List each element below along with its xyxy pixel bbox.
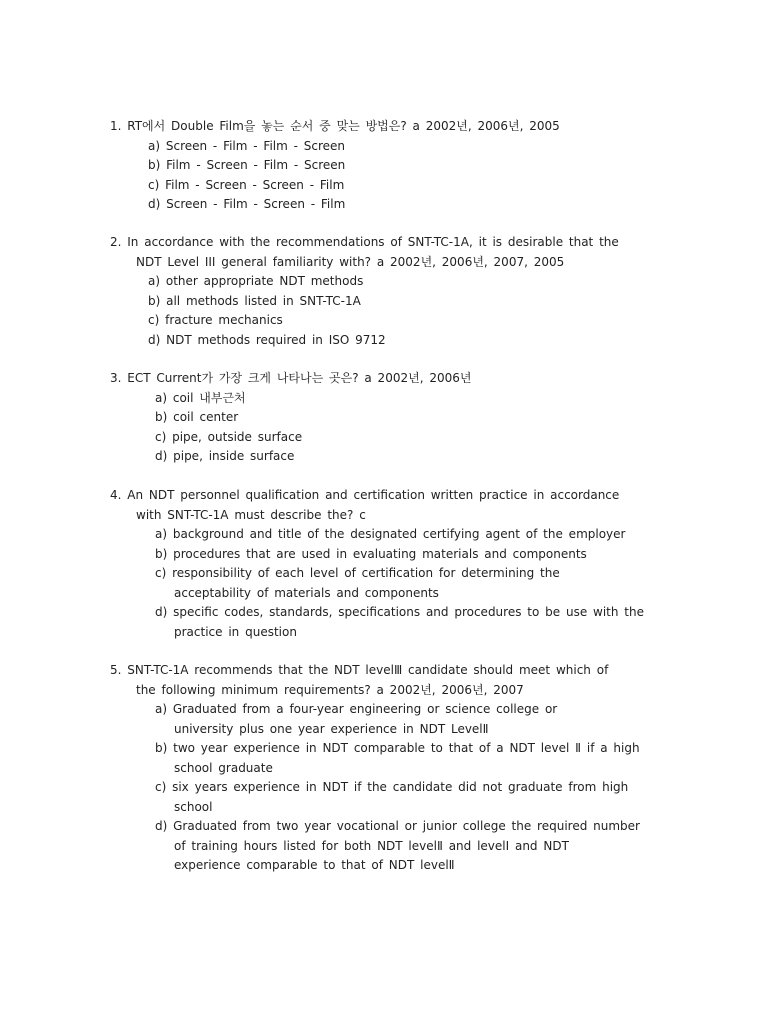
question-2-option-b: b) all methods listed in SNT-TC-1A xyxy=(148,293,361,308)
question-2-stem-continued: NDT Level III general familiarity with? a 2002년, 2006년, 2007, 2005 xyxy=(136,254,565,269)
question-1-option-b: b) Film - Screen - Film - Screen xyxy=(148,158,346,172)
question-5-option-b-continued: school graduate xyxy=(174,760,273,775)
question-5-option-a: a) Graduated from a four-year engineering or science college or xyxy=(155,702,558,716)
question-2-stem: 2. In accordance with the recommendations of SNT-TC-1A, it is desirable that the xyxy=(110,235,619,249)
question-3 xyxy=(0,369,768,467)
question-4-stem: 4. An NDT personnel qualification and certification written practice in accordance xyxy=(110,488,620,502)
question-1-option-a: a) Screen - Film - Film - Screen xyxy=(148,138,346,153)
question-1-stem: 1. RT에서 Double Film을 놓는 순서 중 맞는 방법은? a 2002년, 2006년, 2005 xyxy=(110,119,560,133)
question-5-stem-continued: the following minimum requirements? a 2002년, 2006년, 2007 xyxy=(136,682,524,697)
question-2 xyxy=(0,233,768,350)
question-1 xyxy=(0,117,768,215)
question-4-stem-continued: with SNT-TC-1A must describe the? c xyxy=(136,507,366,522)
question-2-option-c: c) fracture mechanics xyxy=(148,313,283,327)
question-4-option-d: d) specific codes, standards, specifications and procedures to be use with the xyxy=(155,605,644,619)
question-5-option-a-continued: university plus one year experience in NDT LevelⅡ xyxy=(174,721,489,736)
question-5-option-d-continued-1: of training hours listed for both NDT levelⅡ and levelⅠ and NDT xyxy=(174,838,569,853)
question-5-stem: 5. SNT-TC-1A recommends that the NDT levelⅢ candidate should meet which of xyxy=(110,663,609,677)
question-2-option-d: d) NDT methods required in ISO 9712 xyxy=(148,332,386,347)
question-5-option-c: c) six years experience in NDT if the candidate did not graduate from high xyxy=(155,780,629,794)
question-4-option-b: b) procedures that are used in evaluating materials and components xyxy=(155,546,587,561)
question-5-option-c-continued: school xyxy=(174,799,213,814)
question-5-option-d: d) Graduated from two year vocational or junior college the required number xyxy=(155,819,640,833)
question-4-option-c: c) responsibility of each level of certification for determining the xyxy=(155,566,560,580)
question-3-stem: 3. ECT Current가 가장 크게 나타나는 곳은? a 2002년, 2006년 xyxy=(110,371,472,385)
question-4-option-a: a) background and title of the designated certifying agent of the employer xyxy=(155,527,626,541)
question-5-option-d-continued-2: experience comparable to that of NDT levelⅡ xyxy=(174,858,455,872)
question-3-option-d: d) pipe, inside surface xyxy=(155,449,295,463)
question-4 xyxy=(0,486,768,642)
question-5 xyxy=(0,661,768,876)
question-3-option-a: a) coil 내부근처 xyxy=(155,390,246,405)
question-4-option-d-continued: practice in question xyxy=(174,624,297,639)
question-1-option-d: d) Screen - Film - Screen - Film xyxy=(148,197,346,211)
question-1-option-c: c) Film - Screen - Screen - Film xyxy=(148,177,345,192)
question-4-option-c-continued: acceptability of materials and components xyxy=(174,585,439,600)
question-3-option-c: c) pipe, outside surface xyxy=(155,429,303,444)
question-2-option-a: a) other appropriate NDT methods xyxy=(148,274,364,288)
question-3-option-b: b) coil center xyxy=(155,410,239,424)
question-5-option-b: b) two year experience in NDT comparable to that of a NDT level Ⅱ if a high xyxy=(155,741,640,755)
